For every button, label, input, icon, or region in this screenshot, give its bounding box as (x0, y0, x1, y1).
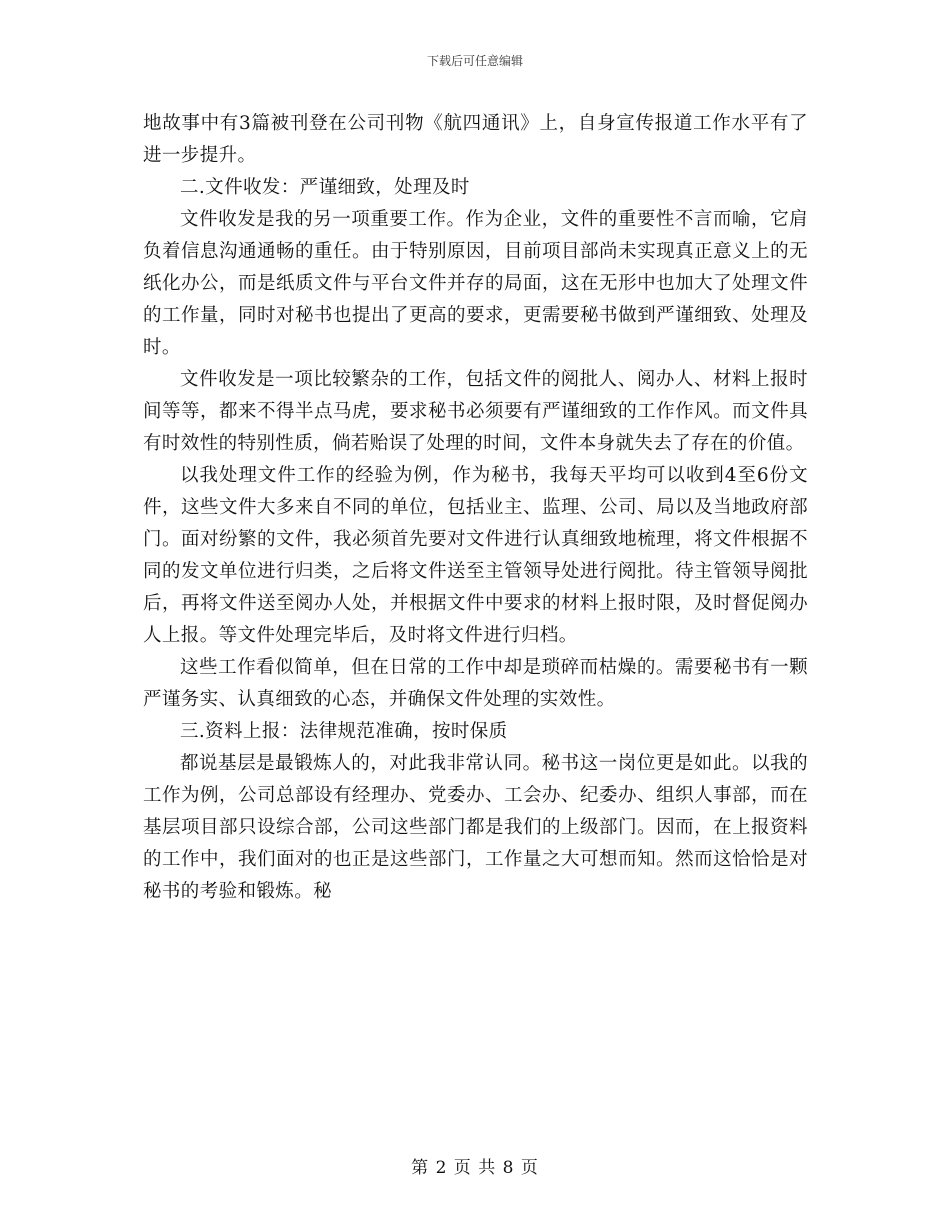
paragraph: 文件收发是我的另一项重要工作。作为企业，文件的重要性不言而喻，它肩负着信息沟通通畅的重任。由于特别原因，目前项目部尚未实现真正意义上的无纸化办公，而是纸质文件与平台文件并存的局面，这在无形中也加大了处理文件的工作量，同时对秘书也提出了更高的要求，更需要秘书做到严谨细致、处理及时。 (143, 209, 808, 358)
paragraph: 文件收发是一项比较繁杂的工作，包括文件的阅批人、阅办人、材料上报时间等等，都来不得半点马虎，要求秘书必须要有严谨细致的工作作风。而文件具有时效性的特别性质，倘若贻误了处理的时间，文件本身就失去了存在的价值。 (143, 369, 808, 454)
paragraph: 这些工作看似简单，但在日常的工作中却是琐碎而枯燥的。需要秘书有一颗严谨务实、认真细致的心态，并确保文件处理的实效性。 (143, 657, 808, 710)
page-header: 下载后可任意编辑 (426, 54, 523, 68)
section-heading-3: 三.资料上报：法律规范准确，按时保质 (180, 721, 508, 742)
paragraph-continuation: 地故事中有3篇被刊登在公司刊物《航四通讯》上，自身宣传报道工作水平有了进一步提升。 (143, 113, 808, 166)
paragraph: 都说基层是最锻炼人的，对此我非常认同。秘书这一岗位更是如此。以我的工作为例，公司总部设有经理办、党委办、工会办、纪委办、组织人事部，而在基层项目部只设综合部，公司这些部门都是我们的上级部门。因而，在上报资料的工作中，我们面对的也正是这些部门，工作量之大可想而知。然而这恰恰是对秘书的考验和锻炼。秘 (143, 753, 808, 902)
page-number: 第 2 页 共 8 页 (411, 1158, 539, 1178)
document-body (143, 108, 808, 908)
section-heading-2: 二.文件收发：严谨细致，处理及时 (180, 177, 470, 198)
paragraph: 以我处理文件工作的经验为例，作为秘书，我每天平均可以收到4至6份文件，这些文件大多来自不同的单位，包括业主、监理、公司、局以及当地政府部门。面对纷繁的文件，我必须首先要对文件进行认真细致地梳理，将文件根据不同的发文单位进行归类，之后将文件送至主管领导处进行阅批。待主管领导阅批后，再将文件送至阅办人处，并根据文件中要求的材料上报时限，及时督促阅办人上报。等文件处理完毕后，及时将文件进行归档。 (143, 465, 808, 646)
